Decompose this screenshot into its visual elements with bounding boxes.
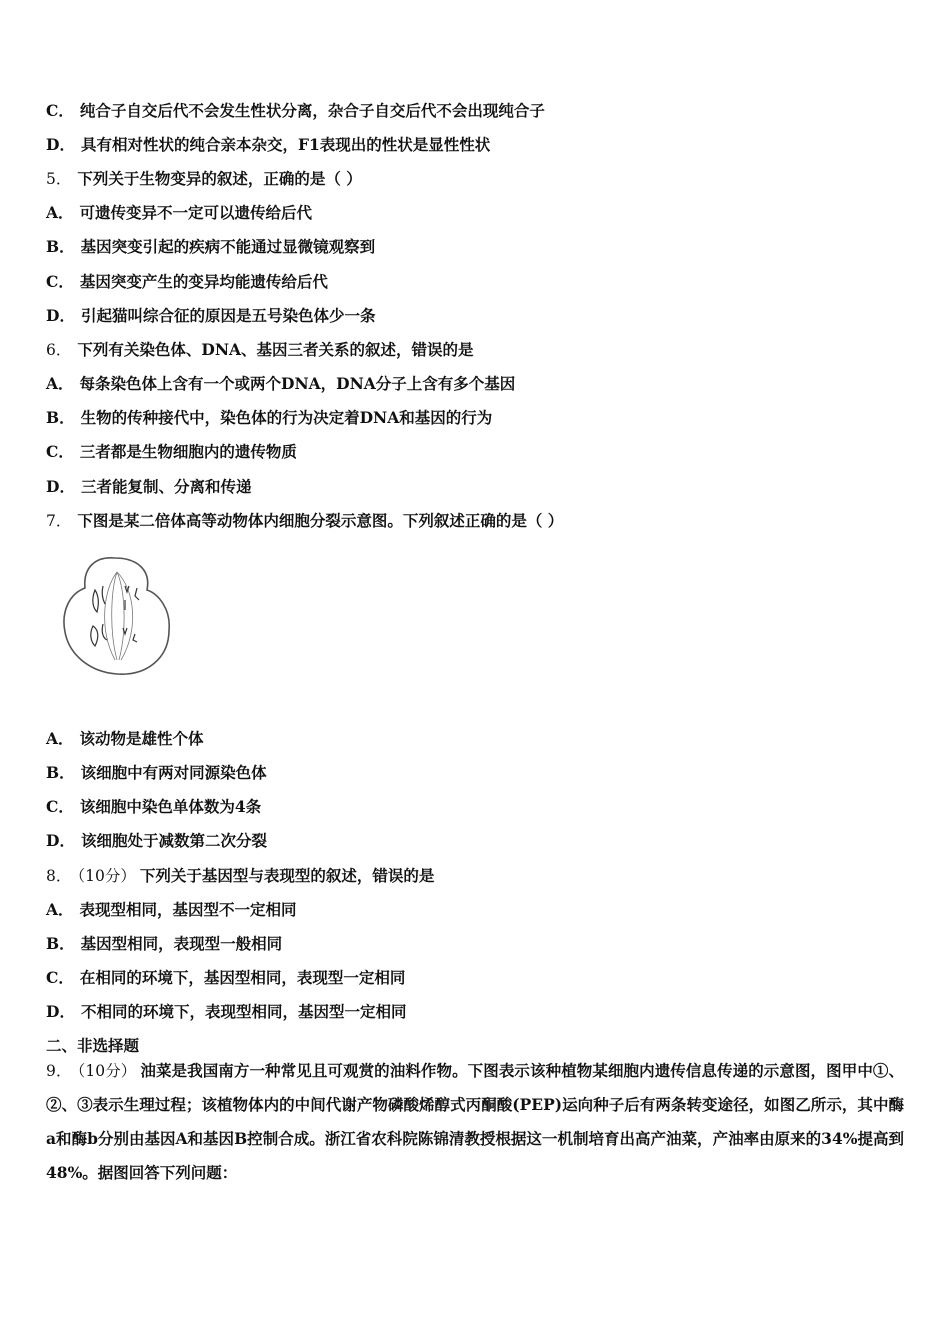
q8-stem: 8． （10分） 下列关于基因型与表现型的叙述，错误的是: [46, 866, 435, 885]
q5-option-d: D． 引起猫叫综合征的原因是五号染色体少一条: [46, 306, 376, 325]
q8-option-d: D． 不相同的环境下，表现型相同，基因型一定相同: [46, 1002, 407, 1021]
q4-option-c: C． 纯合子自交后代不会发生性状分离，杂合子自交后代不会出现纯合子: [46, 101, 545, 120]
q7-option-c: C． 该细胞中染色单体数为4条: [46, 797, 262, 816]
q7-stem: 7． 下图是某二倍体高等动物体内细胞分裂示意图。下列叙述正确的是（ ）: [46, 511, 564, 530]
q8-option-c: C． 在相同的环境下，基因型相同，表现型一定相同: [46, 968, 406, 987]
q8-option-b: B． 基因型相同，表现型一般相同: [46, 934, 283, 953]
q6-option-a: A． 每条染色体上含有一个或两个DNA，DNA分子上含有多个基因: [46, 374, 516, 393]
cell-division-figure: [55, 550, 175, 680]
q6-option-c: C． 三者都是生物细胞内的遗传物质: [46, 442, 297, 461]
q5-option-a: A． 可遗传变异不一定可以遗传给后代: [46, 203, 313, 222]
q7-option-d: D． 该细胞处于减数第二次分裂: [46, 831, 267, 850]
q6-option-b: B． 生物的传种接代中，染色体的行为决定着DNA和基因的行为: [46, 408, 493, 427]
q7-option-b: B． 该细胞中有两对同源染色体: [46, 763, 267, 782]
spindle-fibers: [105, 572, 133, 660]
section-title: 二、非选择题: [46, 1036, 140, 1055]
cell-outline: [64, 558, 169, 674]
q4-option-d: D． 具有相对性状的纯合亲本杂交，F1表现出的性状是显性性状: [46, 135, 491, 154]
q5-option-b: B． 基因突变引起的疾病不能通过显微镜观察到: [46, 237, 376, 256]
q9-paragraph: 9． （10分） 油菜是我国南方一种常见且可观赏的油料作物。下图表示该种植物某细胞内遗传信息传递的示意图，图甲中①、②、③表示生理过程；该植物体内的中间代谢产物磷酸烯醇式丙酮酸(PEP)运向种子后有两条转变途径，如图乙所示，其中酶a和酶b分别由基因A和基因B控制合成。浙江省农科院陈锦清教授根据这一机制培育出高产油菜，产油率由原来的34%提高到48%。据图回答下列问题：: [46, 1061, 904, 1182]
q7-option-a: A． 该动物是雄性个体: [46, 729, 204, 748]
chromosomes: [91, 586, 139, 646]
q6-stem: 6． 下列有关染色体、DNA、基因三者关系的叙述，错误的是: [46, 340, 474, 359]
q5-stem: 5． 下列关于生物变异的叙述，正确的是（ ）: [46, 169, 362, 188]
q6-option-d: D． 三者能复制、分离和传递: [46, 477, 252, 496]
q5-option-c: C． 基因突变产生的变异均能遗传给后代: [46, 272, 328, 291]
q8-option-a: A． 表现型相同，基因型不一定相同: [46, 900, 297, 919]
